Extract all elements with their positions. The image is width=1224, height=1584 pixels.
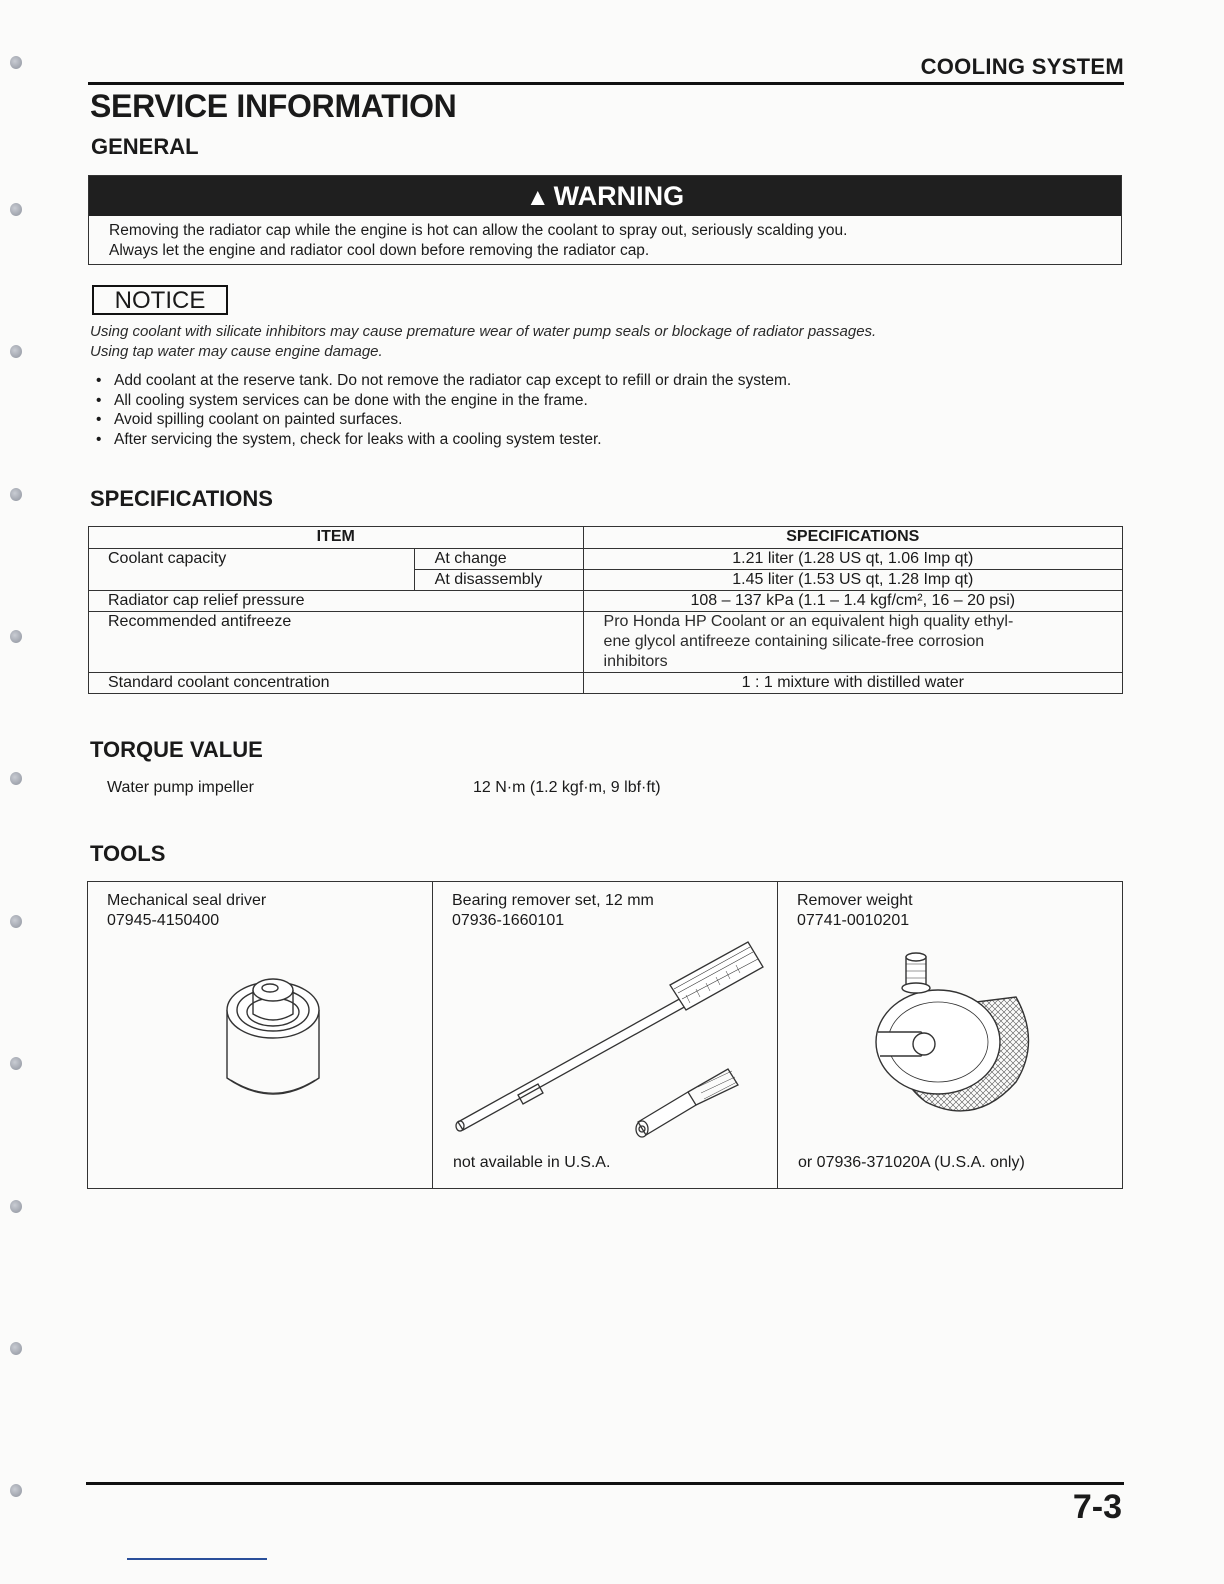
warning-line: Always let the engine and radiator cool down before removing the radiator cap.: [109, 242, 650, 259]
warning-triangle-icon: ▲: [525, 184, 550, 211]
bullet-item: • Add coolant at the reserve tank. Do not remove the radiator cap except to refill or drain the system.: [92, 371, 791, 391]
notice-text: [90, 322, 1130, 362]
warning-text: [89, 216, 1121, 261]
cell-coolant-capacity: Coolant capacity: [89, 549, 415, 591]
table-row: [89, 673, 1123, 694]
antifreeze-line: Pro Honda HP Coolant or an equivalent high quality ethyl-: [603, 613, 1014, 630]
col-header-item: ITEM: [89, 527, 584, 549]
notice-line: Using coolant with silicate inhibitors may cause premature wear of water pump seals or blockage of radiator passages.: [90, 323, 877, 340]
cell-cap-relief-value: 108 – 137 kPa (1.1 – 1.4 kgf/cm², 16 – 20 psi): [583, 591, 1122, 612]
binder-holes: [0, 0, 60, 1584]
binder-hole: [10, 56, 22, 69]
table-row: [89, 549, 1123, 570]
tool-name: Remover weight: [797, 892, 913, 909]
col-header-spec: SPECIFICATIONS: [583, 527, 1122, 549]
specifications-table: [88, 526, 1123, 694]
section-label: COOLING SYSTEM: [920, 54, 1124, 79]
cell-at-change: At change: [414, 549, 583, 570]
tool-cell-seal-driver: [88, 882, 432, 1188]
binder-hole: [10, 488, 22, 501]
cell-at-disassembly: At disassembly: [414, 570, 583, 591]
cell-concentration-value: 1 : 1 mixture with distilled water: [583, 673, 1122, 694]
warning-box: [88, 175, 1122, 265]
warning-header: [89, 176, 1121, 216]
tool-part-number: 07741-0010201: [797, 912, 910, 929]
scan-edge-mark: [127, 1558, 267, 1560]
binder-hole: [10, 1200, 22, 1213]
binder-hole: [10, 1057, 22, 1070]
cell-concentration: Standard coolant concentration: [89, 673, 584, 694]
notice-label: NOTICE: [92, 285, 228, 315]
tool-name: Bearing remover set, 12 mm: [452, 892, 654, 909]
tools-heading: TOOLS: [90, 841, 166, 866]
binder-hole: [10, 772, 22, 785]
bottom-rule: [86, 1482, 1124, 1485]
binder-hole: [10, 1342, 22, 1355]
binder-hole: [10, 1484, 22, 1497]
table-row: [89, 612, 1123, 673]
cell-cap-relief: Radiator cap relief pressure: [89, 591, 584, 612]
tool-cell-remover-weight: [777, 882, 1122, 1188]
cell-antifreeze-value: [583, 612, 1122, 673]
general-heading: GENERAL: [91, 134, 199, 159]
bullet-item: • Avoid spilling coolant on painted surfaces.: [92, 410, 791, 430]
cell-antifreeze: Recommended antifreeze: [89, 612, 584, 673]
tool-part-number: 07936-1660101: [452, 912, 565, 929]
antifreeze-line: ene glycol antifreeze containing silicate-free corrosion: [603, 633, 985, 650]
bullet-item: • After servicing the system, check for leaks with a cooling system tester.: [92, 430, 791, 450]
tools-table: [87, 881, 1123, 1189]
specifications-heading: SPECIFICATIONS: [90, 486, 273, 511]
binder-hole: [10, 203, 22, 216]
top-rule: [88, 82, 1124, 85]
tool-cell-bearing-remover: [432, 882, 777, 1188]
warning-label: WARNING: [553, 181, 685, 211]
table-row: [89, 591, 1123, 612]
torque-value: 12 N·m (1.2 kgf·m, 9 lbf·ft): [473, 779, 661, 796]
seal-driver-illustration: [213, 970, 333, 1110]
tool-part-number: 07945-4150400: [107, 912, 220, 929]
torque-item: Water pump impeller: [107, 779, 255, 796]
general-bullets: [92, 371, 791, 449]
binder-hole: [10, 345, 22, 358]
antifreeze-line: inhibitors: [603, 653, 668, 670]
notice-line: Using tap water may cause engine damage.: [90, 343, 383, 360]
tool-note: or 07936-371020A (U.S.A. only): [798, 1154, 1025, 1171]
binder-hole: [10, 915, 22, 928]
tool-name: Mechanical seal driver: [107, 892, 267, 909]
cell-at-change-value: 1.21 liter (1.28 US qt, 1.06 Imp qt): [583, 549, 1122, 570]
torque-heading: TORQUE VALUE: [90, 737, 263, 762]
binder-hole: [10, 630, 22, 643]
bearing-remover-illustration: [448, 937, 768, 1152]
page-number: 7-3: [1072, 1488, 1122, 1526]
table-header-row: [89, 527, 1123, 549]
warning-line: Removing the radiator cap while the engine is hot can allow the coolant to spray out, seriously scalding you.: [109, 222, 848, 239]
page-title: SERVICE INFORMATION: [90, 88, 457, 124]
bullet-item: • All cooling system services can be done with the engine in the frame.: [92, 391, 791, 411]
remover-weight-illustration: [866, 952, 1041, 1127]
tool-note: not available in U.S.A.: [453, 1154, 611, 1171]
cell-at-disassembly-value: 1.45 liter (1.53 US qt, 1.28 Imp qt): [583, 570, 1122, 591]
